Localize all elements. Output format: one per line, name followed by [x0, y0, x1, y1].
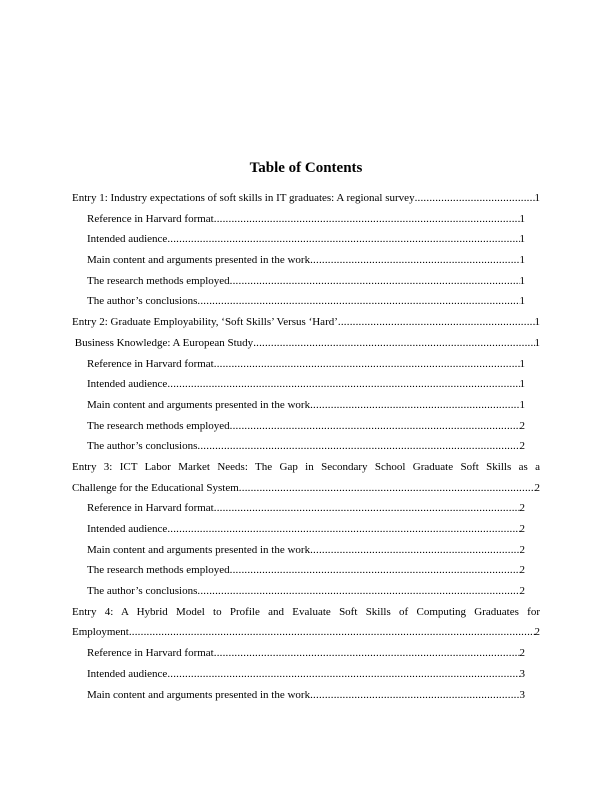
toc-page-number: 1 [519, 378, 525, 391]
toc-subentry-label: Reference in Harvard format [87, 212, 214, 225]
toc-entry-2[interactable] [72, 312, 540, 333]
dot-leader [167, 229, 519, 250]
toc-page-number: 2 [519, 419, 525, 432]
toc-page-number: 1 [519, 274, 525, 287]
dot-leader [310, 395, 519, 416]
dot-leader [214, 209, 520, 230]
dot-leader [197, 581, 519, 602]
toc-entry-label: Challenge for the Educational System [72, 481, 239, 494]
toc-page-number: 1 [519, 357, 525, 370]
dot-leader [310, 250, 519, 271]
toc-subentry-label: Intended audience [87, 233, 168, 246]
toc-subentry[interactable] [72, 229, 525, 250]
toc-page-number: 2 [519, 564, 525, 577]
toc-entry-label: Business Knowledge: A European Study [72, 336, 254, 349]
toc-subentry-label: The research methods employed [87, 419, 230, 432]
toc-subentry[interactable] [72, 271, 525, 292]
toc-entry-label: Entry 4: A Hybrid Model to Profile and Evaluate Soft Skills of Computing Graduates for [72, 605, 540, 618]
toc-entry-4[interactable] [72, 602, 540, 623]
toc-subentry-label: Intended audience [87, 378, 168, 391]
toc-subentry[interactable] [72, 354, 525, 375]
toc-page-number: 1 [519, 233, 525, 246]
toc-subentry-label: The author’s conclusions [87, 440, 198, 453]
toc-entry-4-continued[interactable] [72, 622, 540, 643]
dot-leader [167, 374, 519, 395]
toc-entry-label: Employment [72, 626, 129, 639]
toc-subentry[interactable] [72, 540, 525, 561]
toc-page-number: 1 [534, 192, 540, 204]
toc-subentry-label: The author’s conclusions [87, 295, 198, 308]
toc-subentry-label: Reference in Harvard format [87, 647, 214, 660]
toc-page-number: 1 [519, 295, 525, 308]
toc-subentry-label: Main content and arguments presented in the work [87, 543, 311, 556]
toc-subentry[interactable] [72, 498, 525, 519]
toc-subentry-label: The research methods employed [87, 274, 230, 287]
toc-page-number: 1 [519, 254, 525, 267]
dot-leader [230, 416, 520, 437]
toc-page-number: 1 [534, 316, 540, 329]
toc-page-number: 2 [519, 502, 525, 515]
toc-page-number: 3 [519, 688, 525, 701]
toc-subentry[interactable] [72, 436, 525, 457]
toc-page-number: 1 [519, 212, 525, 225]
toc-subentry[interactable] [72, 374, 525, 395]
dot-leader [214, 643, 520, 664]
dot-leader [230, 271, 520, 292]
toc-subentry-label: Intended audience [87, 667, 168, 680]
table-of-contents [72, 188, 540, 705]
toc-subentry[interactable] [72, 209, 525, 230]
dot-leader [310, 685, 519, 706]
dot-leader [214, 354, 520, 375]
dot-leader [310, 540, 519, 561]
dot-leader [197, 291, 519, 312]
toc-subentry-label: Main content and arguments presented in the work [87, 398, 311, 411]
dot-leader [197, 436, 519, 457]
toc-subentry[interactable] [72, 395, 525, 416]
toc-entry-2-continued[interactable] [72, 333, 540, 354]
toc-subentry-label: The research methods employed [87, 564, 230, 577]
toc-page-number: 3 [519, 667, 525, 680]
toc-entry-3[interactable] [72, 457, 540, 478]
toc-page-number: 2 [519, 440, 525, 453]
toc-subentry-label: Intended audience [87, 523, 168, 535]
toc-page-number: 2 [519, 647, 525, 660]
dot-leader [253, 333, 534, 354]
toc-subentry[interactable] [72, 560, 525, 581]
toc-page-number: 2 [534, 626, 540, 639]
dot-leader [415, 188, 535, 209]
dot-leader [167, 519, 519, 540]
dot-leader [214, 498, 520, 519]
toc-page-number: 2 [519, 543, 525, 556]
toc-subentry-label: Reference in Harvard format [87, 357, 214, 370]
toc-entry-label: Entry 1: Industry expectations of soft skills in IT graduates: A regional survey [72, 192, 415, 204]
toc-subentry[interactable] [72, 685, 525, 706]
toc-subentry[interactable] [72, 643, 525, 664]
toc-subentry[interactable] [72, 291, 525, 312]
toc-subentry[interactable] [72, 250, 525, 271]
toc-subentry[interactable] [72, 416, 525, 437]
toc-subentry-label: Main content and arguments presented in the work [87, 688, 311, 701]
toc-page-number: 2 [534, 481, 540, 494]
toc-subentry-label: Main content and arguments presented in the work [87, 254, 311, 267]
toc-subentry[interactable] [72, 581, 525, 602]
dot-leader [167, 664, 519, 685]
dot-leader [129, 622, 535, 643]
toc-entry-1[interactable] [72, 188, 540, 209]
toc-entry-label: Entry 3: ICT Labor Market Needs: The Gap in Secondary School Graduate Soft Skills as a [72, 460, 540, 473]
toc-page-number: 2 [519, 523, 525, 535]
toc-subentry[interactable] [72, 519, 525, 540]
toc-entry-label: Entry 2: Graduate Employability, ‘Soft Skills’ Versus ‘Hard’ [72, 316, 338, 329]
dot-leader [338, 312, 535, 333]
toc-subentry[interactable] [72, 664, 525, 685]
toc-page-number: 2 [519, 585, 525, 598]
dot-leader [239, 478, 535, 499]
page-title: Table of Contents [249, 160, 363, 176]
toc-page-number: 1 [519, 398, 525, 411]
toc-subentry-label: The author’s conclusions [87, 585, 198, 598]
toc-subentry-label: Reference in Harvard format [87, 502, 214, 515]
toc-page-number: 1 [534, 336, 540, 349]
toc-entry-3-continued[interactable] [72, 478, 540, 499]
dot-leader [230, 560, 520, 581]
